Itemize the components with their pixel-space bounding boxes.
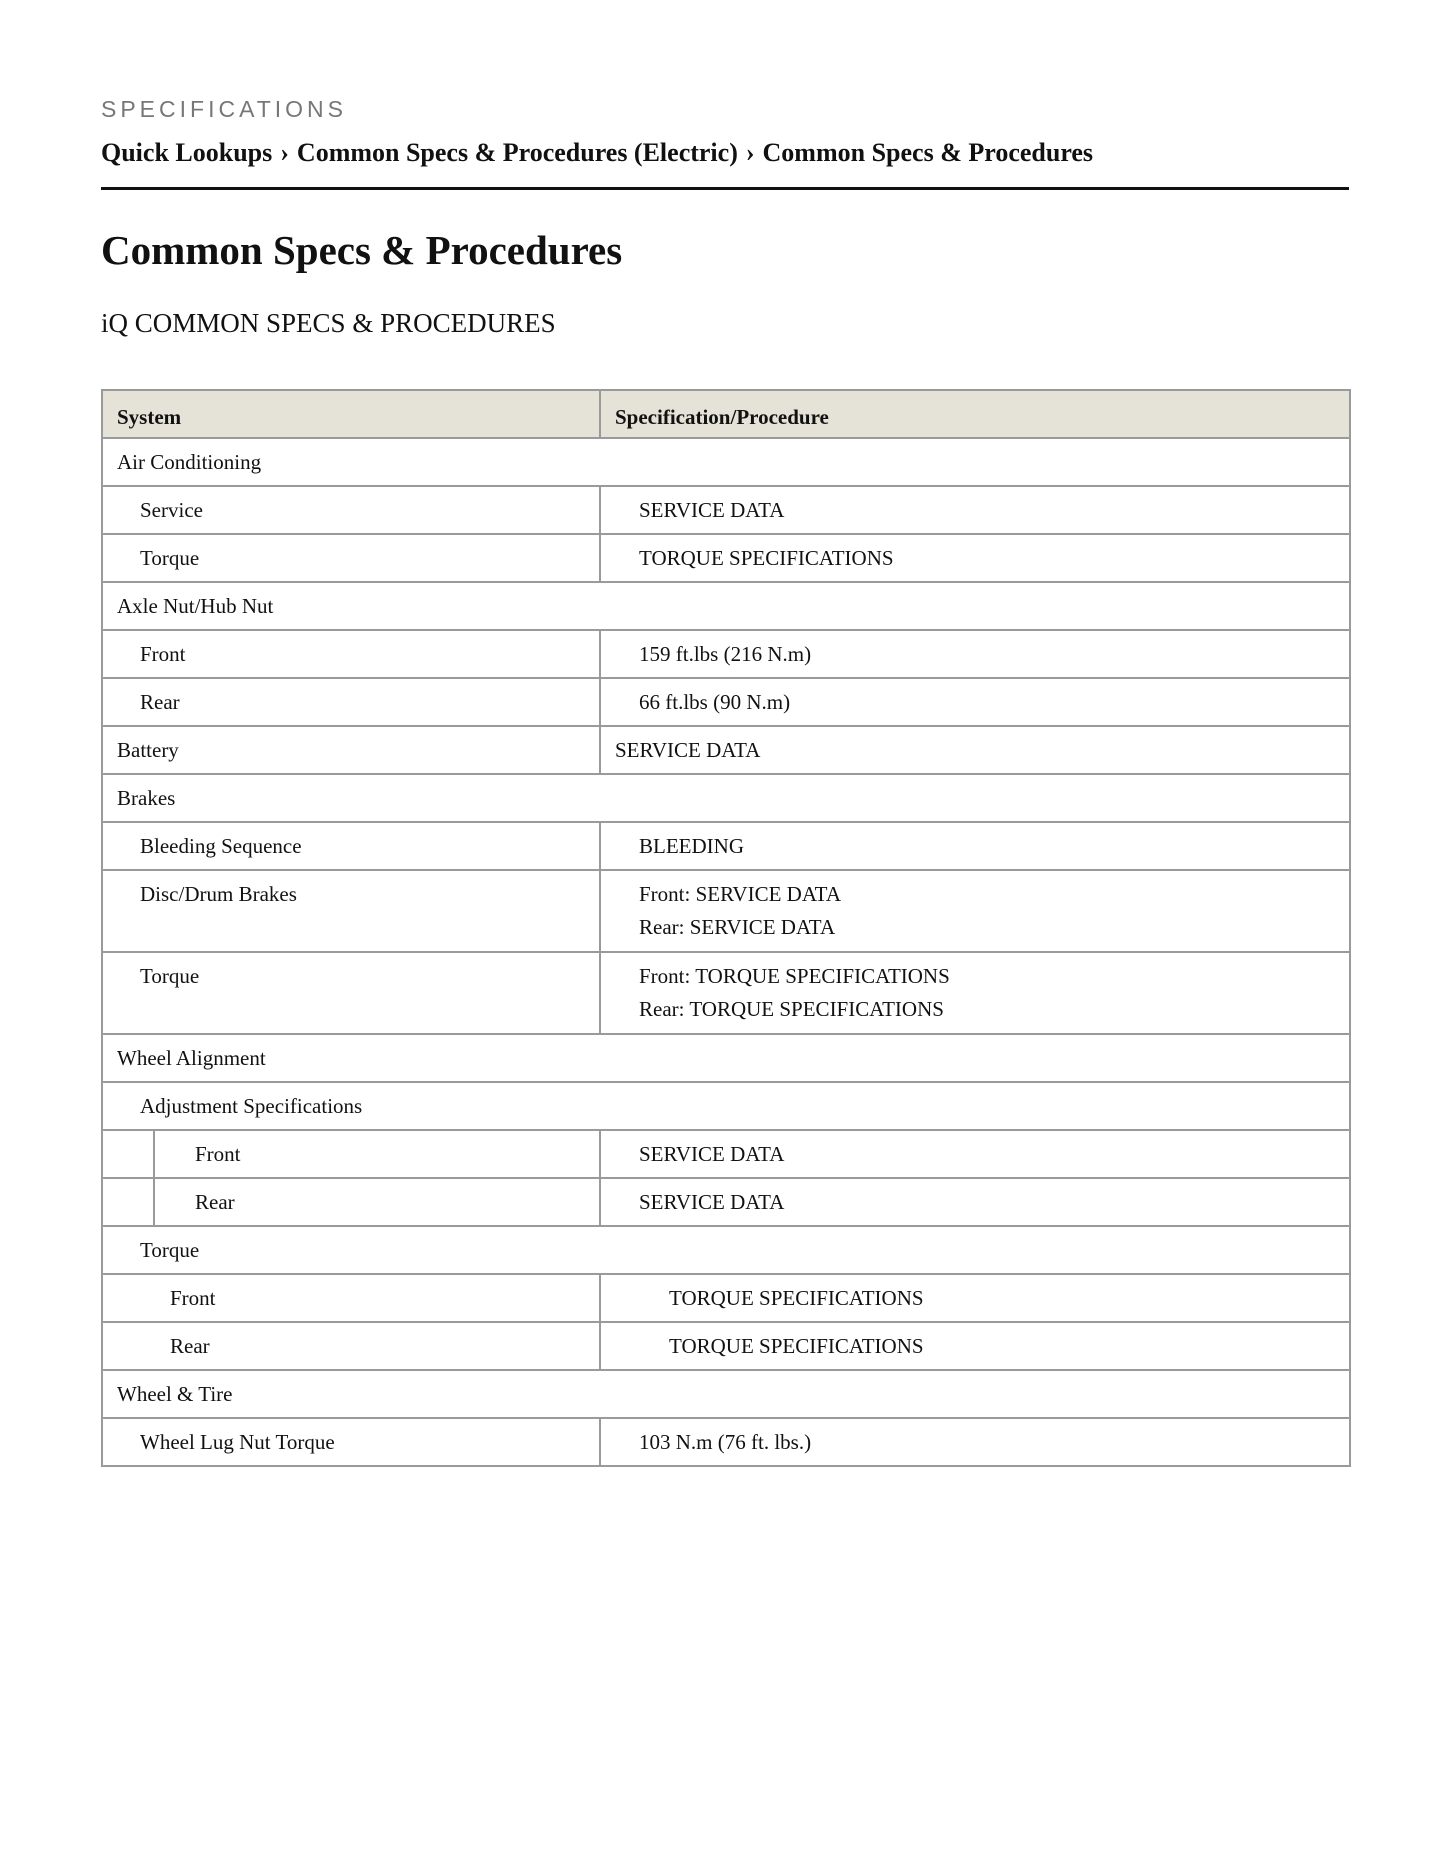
table-row xyxy=(102,486,1350,534)
table-row xyxy=(102,1130,1350,1178)
spec-link[interactable]: SERVICE DATA xyxy=(600,1130,1350,1178)
spec-value: 103 N.m (76 ft. lbs.) xyxy=(600,1418,1350,1466)
spec-value: 159 ft.lbs (216 N.m) xyxy=(600,630,1350,678)
group-label: Brakes xyxy=(102,774,1350,822)
system-cell: Battery xyxy=(102,726,600,774)
column-header-spec: Specification/Procedure xyxy=(600,390,1350,438)
system-cell: Wheel Lug Nut Torque xyxy=(102,1418,600,1466)
table-row xyxy=(102,534,1350,582)
breadcrumb-item-quick-lookups[interactable]: Quick Lookups xyxy=(101,138,273,167)
spec-link[interactable]: Rear: TORQUE SPECIFICATIONS xyxy=(639,997,944,1021)
breadcrumb-item-current: Common Specs & Procedures xyxy=(762,138,1094,167)
spec-link[interactable]: TORQUE SPECIFICATIONS xyxy=(600,1322,1350,1370)
table-row-group xyxy=(102,582,1350,630)
group-label: Wheel & Tire xyxy=(102,1370,1350,1418)
spec-link[interactable]: SERVICE DATA xyxy=(600,1178,1350,1226)
system-cell: Front xyxy=(102,1274,600,1322)
table-row-group xyxy=(102,1034,1350,1082)
spec-link[interactable]: TORQUE SPECIFICATIONS xyxy=(600,534,1350,582)
spec-cell xyxy=(600,870,1350,952)
spec-link[interactable]: Rear: SERVICE DATA xyxy=(639,915,836,939)
spec-value: 66 ft.lbs (90 N.m) xyxy=(600,678,1350,726)
spec-link[interactable]: Front: TORQUE SPECIFICATIONS xyxy=(639,964,950,988)
column-header-system: System xyxy=(102,390,600,438)
breadcrumb xyxy=(101,138,1349,168)
system-cell: Rear xyxy=(102,678,600,726)
system-label: Rear xyxy=(195,1190,235,1214)
system-cell: Torque xyxy=(102,952,600,1034)
subgroup-label: Torque xyxy=(102,1226,1350,1274)
table-row xyxy=(102,1274,1350,1322)
table-row xyxy=(102,1322,1350,1370)
breadcrumb-item-electric[interactable]: Common Specs & Procedures (Electric) xyxy=(296,138,738,167)
table-row-group xyxy=(102,1370,1350,1418)
system-cell: Front xyxy=(102,630,600,678)
table-row xyxy=(102,870,1350,952)
spec-cell xyxy=(600,952,1350,1034)
header-divider xyxy=(101,187,1349,190)
spec-link[interactable]: SERVICE DATA xyxy=(600,726,1350,774)
indent-gutter xyxy=(103,1131,155,1177)
spec-link[interactable]: TORQUE SPECIFICATIONS xyxy=(600,1274,1350,1322)
table-row xyxy=(102,952,1350,1034)
breadcrumb-separator: › xyxy=(280,138,289,167)
table-row-group xyxy=(102,438,1350,486)
system-cell: Torque xyxy=(102,534,600,582)
system-cell xyxy=(102,1178,600,1226)
system-cell: Service xyxy=(102,486,600,534)
spec-link[interactable]: SERVICE DATA xyxy=(600,486,1350,534)
table-row-group xyxy=(102,774,1350,822)
table-row xyxy=(102,630,1350,678)
specs-table xyxy=(101,389,1351,1467)
system-cell xyxy=(102,1130,600,1178)
subgroup-label: Adjustment Specifications xyxy=(102,1082,1350,1130)
table-row xyxy=(102,1418,1350,1466)
table-header-row xyxy=(102,390,1350,438)
table-row-subgroup xyxy=(102,1082,1350,1130)
indent-gutter xyxy=(103,1179,155,1225)
table-row xyxy=(102,678,1350,726)
system-cell: Rear xyxy=(102,1322,600,1370)
page-subtitle: iQ COMMON SPECS & PROCEDURES xyxy=(101,308,556,338)
spec-link[interactable]: Front: SERVICE DATA xyxy=(639,882,841,906)
group-label: Wheel Alignment xyxy=(102,1034,1350,1082)
table-row xyxy=(102,822,1350,870)
table-row xyxy=(102,1178,1350,1226)
page-title: Common Specs & Procedures xyxy=(101,227,623,273)
table-row-subgroup xyxy=(102,1226,1350,1274)
spec-link[interactable]: BLEEDING xyxy=(600,822,1350,870)
system-cell: Disc/Drum Brakes xyxy=(102,870,600,952)
group-label: Air Conditioning xyxy=(102,438,1350,486)
section-label: SPECIFICATIONS xyxy=(101,96,347,122)
breadcrumb-separator: › xyxy=(745,138,755,167)
system-cell: Bleeding Sequence xyxy=(102,822,600,870)
group-label: Axle Nut/Hub Nut xyxy=(102,582,1350,630)
table-row xyxy=(102,726,1350,774)
system-label: Front xyxy=(195,1142,241,1166)
